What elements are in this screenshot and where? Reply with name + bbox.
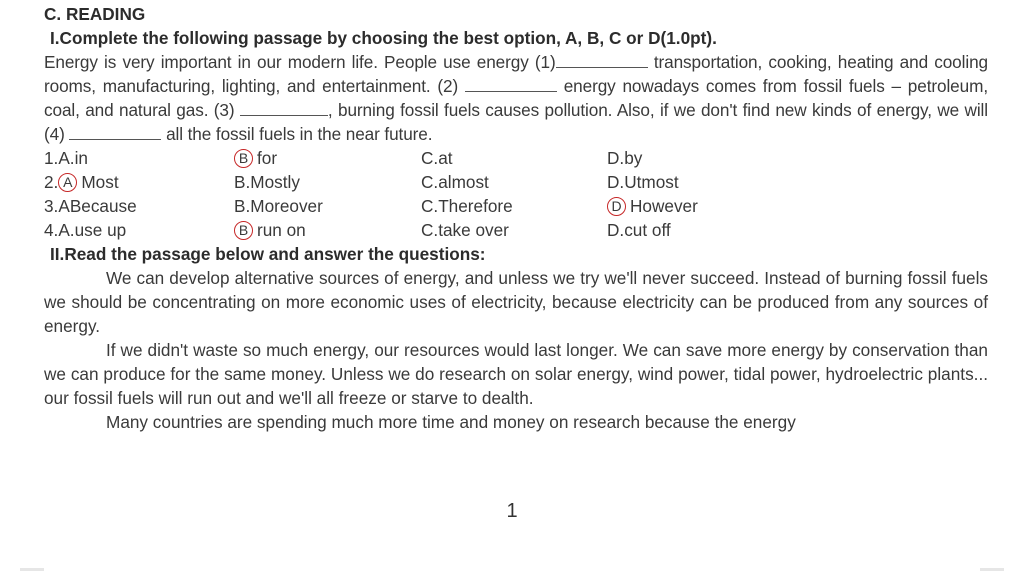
option-text: take over [438, 220, 509, 240]
option-text: Utmost [624, 172, 679, 192]
option-text: use up [74, 220, 127, 240]
option-text: by [624, 148, 643, 168]
option-text: Therefore [438, 196, 513, 216]
option-3c [421, 194, 513, 218]
question-number: 4. [44, 220, 59, 240]
option-text: run on [257, 220, 306, 240]
option-letter: B. [234, 172, 251, 192]
option-letter: A. [58, 148, 75, 168]
passage-text-5: all the fossil fuels in the near future. [161, 124, 433, 144]
part1-passage [44, 50, 988, 146]
option-text: cut off [624, 220, 671, 240]
circled-answer-mark: B [234, 149, 253, 168]
option-text: for [257, 148, 278, 168]
document-page [44, 2, 988, 434]
option-2b [234, 170, 300, 194]
part2-instruction: II.Read the passage below and answer the questions: [50, 244, 486, 264]
option-letter: B. [234, 196, 251, 216]
option-2a [44, 170, 119, 194]
option-letter: D. [607, 172, 625, 192]
question-number: 1. [44, 148, 59, 168]
option-4b [234, 218, 306, 242]
option-1b [234, 146, 277, 170]
question-row-2 [44, 170, 988, 194]
page-number: 1 [506, 500, 518, 522]
passage-text-3: energy nowadays comes from fossil fuels – petroleum, coal, and natural gas. (3) [44, 76, 988, 120]
passage-text-1: Energy is very important in our modern life. People use energy (1) [44, 52, 556, 72]
reading-paragraph-3: Many countries are spending much more time and money on research because the energy [106, 412, 796, 432]
option-text: Mostly [250, 172, 300, 192]
option-1a [44, 146, 88, 170]
option-letter: A. [58, 220, 75, 240]
passage-text-4: , burning fossil fuels causes pollution. Also, if we don't find new kinds of energy, we will (4) [44, 100, 988, 144]
option-3d [607, 194, 698, 218]
option-4a [44, 218, 126, 242]
section-title: C. READING [44, 4, 146, 24]
reading-paragraph-1: We can develop alternative sources of energy, and unless we try we'll never succeed. Instead of burning fossil fuels we should be concentrating on more economic uses of electricity, because electricity can be produced from any sources of energy. [44, 268, 988, 336]
option-letter: A [58, 196, 70, 216]
circled-answer-mark: D [607, 197, 626, 216]
blank-3 [240, 100, 328, 116]
question-number: 2. [44, 172, 59, 192]
circled-answer-mark: A [58, 173, 77, 192]
blank-4 [69, 124, 161, 140]
option-letter: C. [421, 196, 439, 216]
option-4c [421, 218, 509, 242]
question-row-3 [44, 194, 988, 218]
option-letter: C. [421, 220, 439, 240]
blank-1 [556, 52, 648, 68]
question-row-1 [44, 146, 988, 170]
part1-instruction: I.Complete the following passage by choosing the best option, A, B, C or D(1.0pt). [50, 28, 717, 48]
option-letter: D. [607, 148, 625, 168]
option-text: at [438, 148, 453, 168]
option-text: Moreover [250, 196, 323, 216]
option-2d [607, 170, 679, 194]
option-2c [421, 170, 489, 194]
option-letter: C. [421, 172, 439, 192]
question-row-4 [44, 218, 988, 242]
reading-paragraph-2: If we didn't waste so much energy, our resources would last longer. We can save more energy by conservation than we can produce for the same money. Unless we do research on solar energy, wind power, tidal power, hydroelectric plants... our fossil fuels will run out and we'll all freeze or starve to dealth. [44, 340, 988, 408]
option-text: However [630, 196, 698, 216]
option-1d [607, 146, 642, 170]
option-3a [44, 194, 137, 218]
option-text: almost [438, 172, 489, 192]
passage-text-2: transportation, cooking, heating and cooling rooms, manufacturing, lighting, and entertainment. (2) [44, 52, 988, 96]
option-text: Because [69, 196, 137, 216]
option-1c [421, 146, 453, 170]
option-text: in [74, 148, 88, 168]
option-3b [234, 194, 323, 218]
blank-2 [465, 76, 557, 92]
option-letter: C. [421, 148, 439, 168]
option-4d [607, 218, 671, 242]
circled-answer-mark: B [234, 221, 253, 240]
option-text: Most [81, 172, 119, 192]
option-letter: D. [607, 220, 625, 240]
question-number: 3. [44, 196, 59, 216]
